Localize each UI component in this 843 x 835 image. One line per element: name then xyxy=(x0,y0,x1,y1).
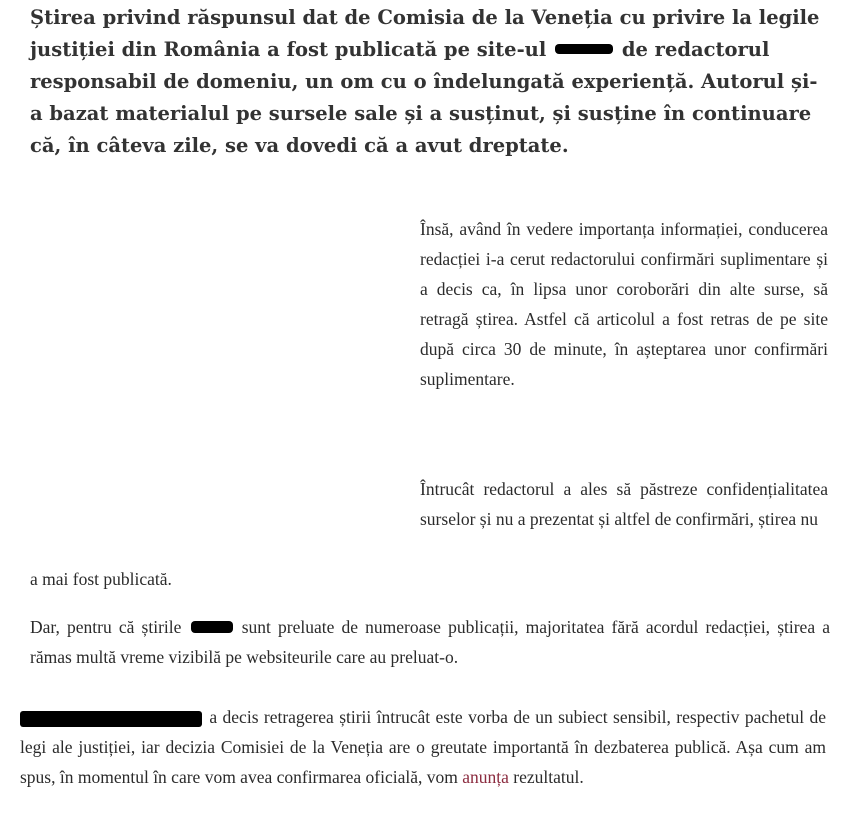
lead-paragraph xyxy=(30,2,820,162)
p3-text-start: Dar, pentru că știrile xyxy=(30,617,182,637)
p4-text: a decis retragerea știrii întrucât este vorba de un subiect sensibil, respectiv pachetul de legi ale justiției, iar decizia Comisiei de la Veneția are o greutate importantă în dezbaterea publică. Așa cum am spus, în momentul în care vom avea confirmarea oficială, vom xyxy=(20,707,827,787)
p3-text-end: sunt preluate de numeroase publicații, majoritatea fără acordul redacției, știrea a rămas multă vreme vizibilă pe websiteurile care au preluat-o. xyxy=(30,617,830,667)
lead-text-end: de redactorul responsabil de domeniu, un om cu o îndelungată experiență. Autorul și-a bazat materialul pe sursele sale și a susținut, și susține în continuare că, în câteva zile, se va dovedi că a avut dreptate. xyxy=(30,38,818,157)
paragraph-confidentiality-tail: a mai fost publicată. xyxy=(30,569,172,589)
redacted-organization-name xyxy=(20,711,202,727)
lead-text-start: Știrea privind răspunsul dat de Comisia de la Veneția cu privire la legile justiției din România a fost publicată pe site-ul xyxy=(30,6,820,61)
p4-text-end: rezultatul. xyxy=(513,767,584,787)
paragraph-conclusion xyxy=(20,702,826,792)
redacted-site-name xyxy=(555,44,613,54)
announce-link[interactable]: anunța xyxy=(462,767,509,787)
paragraph-retraction-decision: Însă, având în vedere importanța informației, conducerea redacției i-a cerut redactorului confirmări suplimentare și a decis ca, în lipsa unor coroborări din alte surse, să retragă știrea. Astfel că articolul a fost retras de pe site după circa 30 de minute, în așteptarea unor confirmări suplimentare. xyxy=(420,219,828,389)
paragraph-confidentiality: Întrucât redactorul a ales să păstreze confidențialitatea surselor și nu a prezentat și altfel de confirmări, știrea nu xyxy=(420,479,828,529)
paragraph-republished xyxy=(30,612,830,672)
redacted-outlet-name xyxy=(191,621,233,633)
